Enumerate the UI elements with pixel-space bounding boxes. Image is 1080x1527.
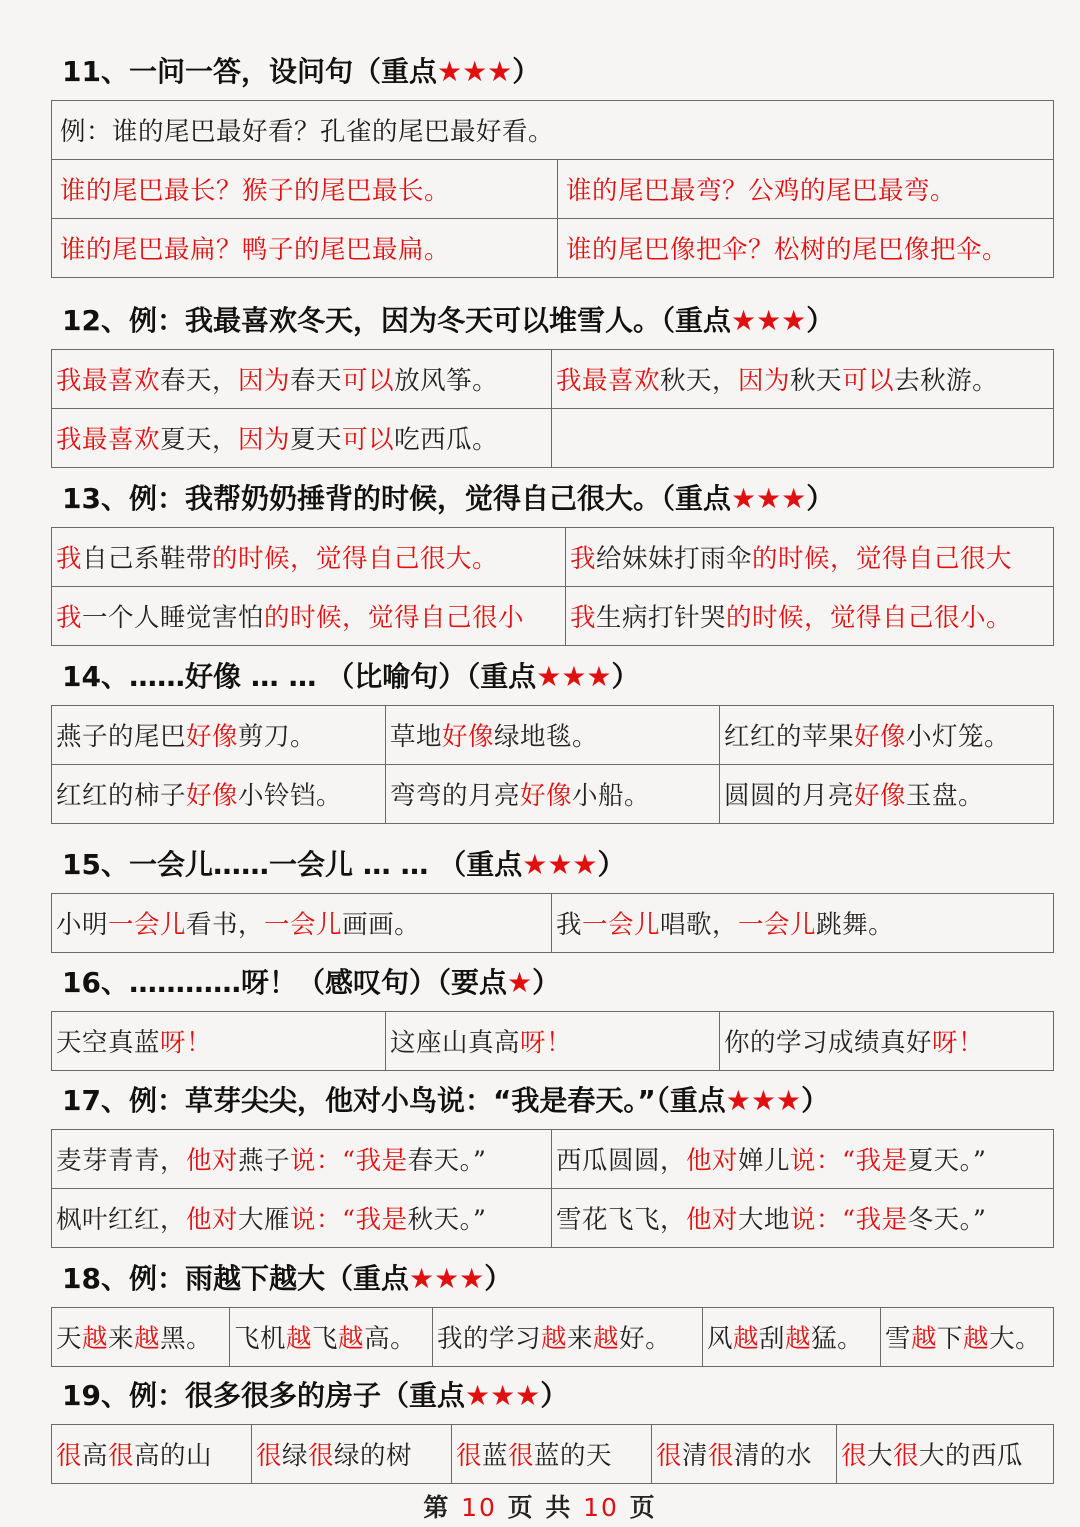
section-13-stars: ★★★ — [730, 482, 807, 515]
highlight-text: 越 — [785, 1324, 812, 1354]
page-footer — [0, 1488, 1080, 1524]
highlight-text: 一会儿 — [264, 910, 343, 940]
body-text: 小船。 — [572, 781, 651, 811]
highlight-text: 可以 — [342, 425, 395, 455]
body-text: 绿 — [282, 1441, 309, 1471]
body-text: 唱歌， — [660, 910, 739, 940]
table-cell: 谁的尾巴最扁？鸭子的尾巴最扁。 — [52, 219, 558, 278]
body-text: 弯弯的月亮 — [390, 781, 521, 811]
table-cell — [837, 1425, 1054, 1484]
section-11-stars: ★★★ — [436, 55, 513, 88]
body-text: 刮 — [759, 1324, 786, 1354]
body-text: 好。 — [619, 1324, 672, 1354]
body-text: 婵儿 — [738, 1146, 791, 1176]
section-11-heading — [62, 52, 540, 92]
example-cell — [52, 101, 1054, 160]
highlight-text: 我最喜欢 — [556, 366, 661, 396]
table-cell — [52, 1308, 230, 1367]
section-15-close: ） — [597, 848, 626, 881]
body-text: 小明 — [56, 910, 109, 940]
table-row — [52, 1425, 1054, 1484]
body-text: 雪 — [885, 1324, 912, 1354]
highlight-text: 说：“我是 — [290, 1205, 408, 1235]
section-18-heading — [62, 1259, 512, 1299]
body-text: 一个人睡觉害怕 — [82, 603, 265, 633]
table-cell — [652, 1425, 837, 1484]
section-17-stars: ★★★ — [725, 1084, 802, 1117]
table-row — [52, 219, 1054, 278]
highlight-text: 很 — [456, 1441, 483, 1471]
section-17-title: 17、例：草芽尖尖，他对小鸟说：“我是春天。”（重点 — [62, 1084, 726, 1117]
highlight-text: 越 — [338, 1324, 365, 1354]
highlight-text: 一会儿 — [108, 910, 187, 940]
highlight-text: 越 — [541, 1324, 568, 1354]
section-16-title: 16、…………呀！（感叹句）（要点 — [62, 966, 507, 999]
section-14-heading — [62, 657, 640, 697]
highlight-text: 的时候，觉得自己很小。 — [726, 603, 1013, 633]
body-text: 黑。 — [160, 1324, 213, 1354]
body-text: 夏天 — [290, 425, 343, 455]
section-18-title: 18、例：雨越下越大（重点 — [62, 1262, 409, 1295]
body-text: 我 — [556, 910, 583, 940]
table-cell — [252, 1425, 452, 1484]
section-15-title: 15、一会儿……一会儿 … … （重点 — [62, 848, 523, 881]
body-text: 天空真蓝 — [56, 1028, 161, 1058]
table-row — [52, 765, 1054, 824]
body-text: 红红的苹果 — [724, 722, 855, 752]
table-cell — [566, 587, 1054, 646]
highlight-text: 越 — [286, 1324, 313, 1354]
section-12-stars: ★★★ — [730, 304, 807, 337]
table-cell — [881, 1308, 1054, 1367]
highlight-text: 越 — [963, 1324, 990, 1354]
table-row — [52, 587, 1054, 646]
highlight-text: 好像 — [854, 722, 907, 752]
body-text: 你的学习成绩真好 — [724, 1028, 933, 1058]
table-cell: 谁的尾巴最长？猴子的尾巴最长。 — [52, 160, 558, 219]
body-text: 红红的柿子 — [56, 781, 187, 811]
example-text: 例：谁的尾巴最好看？孔雀的尾巴最好看。 — [60, 117, 555, 147]
body-text: 大雁 — [238, 1205, 291, 1235]
highlight-text: 很 — [56, 1441, 83, 1471]
body-text: 草地 — [390, 722, 443, 752]
highlight-text: 因为 — [238, 425, 291, 455]
table-row — [52, 528, 1054, 587]
table-cell — [52, 409, 552, 468]
section-12-close: ） — [806, 304, 835, 337]
section-18-stars: ★★★ — [408, 1262, 485, 1295]
table-cell — [703, 1308, 881, 1367]
table-row — [52, 1012, 1054, 1071]
body-text: 飞机 — [234, 1324, 287, 1354]
table-row — [52, 160, 1054, 219]
body-text: 西瓜圆圆， — [556, 1146, 687, 1176]
table-row — [52, 1130, 1054, 1189]
section-14-table — [51, 705, 1054, 824]
table-cell — [52, 528, 566, 587]
section-16-heading — [62, 963, 560, 1003]
body-text: 跳舞。 — [816, 910, 895, 940]
body-text: 高的山 — [134, 1441, 213, 1471]
highlight-text: 很 — [708, 1441, 735, 1471]
highlight-text: 的时候，觉得自己很大。 — [212, 544, 499, 574]
highlight-text: 我 — [570, 603, 597, 633]
highlight-text: 他对 — [186, 1146, 239, 1176]
highlight-text: 好像 — [854, 781, 907, 811]
body-text: 清 — [682, 1441, 709, 1471]
table-cell: 谁的尾巴像把伞？松树的尾巴像把伞。 — [558, 219, 1054, 278]
body-text: 蓝 — [482, 1441, 509, 1471]
table-cell — [52, 1130, 552, 1189]
body-text: 玉盘。 — [906, 781, 985, 811]
table-cell — [552, 894, 1054, 953]
section-11-close: ） — [512, 55, 541, 88]
section-18-close: ） — [484, 1262, 513, 1295]
body-text: 下 — [937, 1324, 964, 1354]
section-19-heading — [62, 1376, 568, 1416]
body-text: 麦芽青青， — [56, 1146, 187, 1176]
highlight-text: 他对 — [186, 1205, 239, 1235]
highlight-text: 可以 — [842, 366, 895, 396]
highlight-text: 越 — [134, 1324, 161, 1354]
highlight-text: 很 — [656, 1441, 683, 1471]
table-cell — [52, 1012, 386, 1071]
body-text: 雪花飞飞， — [556, 1205, 687, 1235]
highlight-text: 他对 — [686, 1146, 739, 1176]
highlight-text: 的时候，觉得自己很小 — [264, 603, 525, 633]
section-12-table — [51, 349, 1054, 468]
body-text: 绿地毯。 — [494, 722, 599, 752]
highlight-text: 因为 — [738, 366, 791, 396]
body-text: 枫叶红红， — [56, 1205, 187, 1235]
highlight-text: 我 — [56, 544, 83, 574]
table-cell — [720, 706, 1054, 765]
body-text: 圆圆的月亮 — [724, 781, 855, 811]
highlight-text: 我 — [570, 544, 597, 574]
highlight-text: 说：“我是 — [790, 1205, 908, 1235]
table-cell — [52, 1189, 552, 1248]
table-row — [52, 350, 1054, 409]
section-18-table — [51, 1307, 1054, 1367]
highlight-text: 他对 — [686, 1205, 739, 1235]
section-19-title: 19、例：很多很多的房子（重点 — [62, 1379, 465, 1412]
section-11-table — [51, 100, 1054, 278]
highlight-text: 一会儿 — [738, 910, 817, 940]
highlight-text: 呀！ — [160, 1028, 213, 1058]
table-cell — [386, 706, 720, 765]
footer-page-number: 10 — [461, 1493, 497, 1522]
section-14-title: 14、……好像 … … （比喻句）（重点 — [62, 660, 537, 693]
body-text: 夏天， — [160, 425, 239, 455]
body-text: 高。 — [364, 1324, 417, 1354]
highlight-text: 越 — [733, 1324, 760, 1354]
body-text: 冬天。” — [907, 1205, 987, 1235]
table-cell — [552, 1189, 1054, 1248]
table-cell — [720, 1012, 1054, 1071]
body-text: 春天 — [290, 366, 343, 396]
body-text: 绿的树 — [334, 1441, 413, 1471]
table-row — [52, 1308, 1054, 1367]
highlight-text: 好像 — [520, 781, 573, 811]
table-cell — [566, 528, 1054, 587]
section-11-title: 11、一问一答，设问句（重点 — [62, 55, 437, 88]
table-cell — [52, 1425, 252, 1484]
table-cell — [386, 1012, 720, 1071]
section-17-close: ） — [801, 1084, 830, 1117]
table-cell — [52, 765, 386, 824]
section-13-table — [51, 527, 1054, 646]
section-13-heading — [62, 479, 834, 519]
body-text: 吃西瓜。 — [394, 425, 499, 455]
table-cell — [452, 1425, 652, 1484]
section-13-close: ） — [806, 482, 835, 515]
body-text: 大。 — [989, 1324, 1042, 1354]
body-text: 小灯笼。 — [906, 722, 1011, 752]
body-text: 放风筝。 — [394, 366, 499, 396]
highlight-text: 越 — [593, 1324, 620, 1354]
highlight-text: 呀！ — [520, 1028, 573, 1058]
footer-middle: 页 共 — [507, 1493, 573, 1522]
table-cell — [552, 350, 1054, 409]
body-text: 蓝的天 — [534, 1441, 613, 1471]
section-19-close: ） — [540, 1379, 569, 1412]
table-row — [52, 101, 1054, 160]
highlight-text: 越 — [82, 1324, 109, 1354]
section-16-stars: ★ — [506, 966, 533, 999]
body-text: 燕子 — [238, 1146, 291, 1176]
footer-prefix: 第 — [423, 1493, 451, 1522]
section-14-close: ） — [611, 660, 640, 693]
body-text: 来 — [108, 1324, 135, 1354]
section-15-stars: ★★★ — [522, 848, 598, 881]
body-text: 夏天。” — [907, 1146, 987, 1176]
highlight-text: 很 — [308, 1441, 335, 1471]
footer-suffix: 页 — [629, 1493, 657, 1522]
body-text: 飞 — [312, 1324, 339, 1354]
highlight-text: 好像 — [186, 722, 239, 752]
body-text: 天 — [56, 1324, 83, 1354]
section-12-title: 12、例：我最喜欢冬天，因为冬天可以堆雪人。（重点 — [62, 304, 731, 337]
body-text: 大地 — [738, 1205, 791, 1235]
body-text: 大的西瓜 — [919, 1441, 1024, 1471]
body-text: 春天。” — [407, 1146, 487, 1176]
highlight-text: 好像 — [442, 722, 495, 752]
highlight-text: 很 — [508, 1441, 535, 1471]
section-19-stars: ★★★ — [464, 1379, 541, 1412]
highlight-text: 因为 — [238, 366, 291, 396]
body-text: 给妹妹打雨伞 — [596, 544, 753, 574]
table-cell — [433, 1308, 703, 1367]
highlight-text: 说：“我是 — [290, 1146, 408, 1176]
table-cell — [386, 765, 720, 824]
section-12-heading — [62, 301, 834, 341]
table-row — [52, 1189, 1054, 1248]
body-text: 春天， — [160, 366, 239, 396]
highlight-text: 可以 — [342, 366, 395, 396]
table-row — [52, 409, 1054, 468]
body-text: 看书， — [186, 910, 265, 940]
highlight-text: 很 — [893, 1441, 920, 1471]
table-cell — [720, 765, 1054, 824]
body-text: 来 — [567, 1324, 594, 1354]
table-cell — [52, 350, 552, 409]
highlight-text: 说：“我是 — [790, 1146, 908, 1176]
highlight-text: 好像 — [186, 781, 239, 811]
body-text: 剪刀。 — [238, 722, 317, 752]
highlight-text: 很 — [256, 1441, 283, 1471]
table-cell — [52, 706, 386, 765]
body-text: 小铃铛。 — [238, 781, 343, 811]
body-text: 高 — [82, 1441, 109, 1471]
highlight-text: 越 — [911, 1324, 938, 1354]
section-16-close: ） — [532, 966, 561, 999]
highlight-text: 很 — [108, 1441, 135, 1471]
highlight-text: 呀！ — [932, 1028, 985, 1058]
section-19-table — [51, 1424, 1054, 1484]
highlight-text: 一会儿 — [582, 910, 661, 940]
body-text: 秋天。” — [407, 1205, 487, 1235]
section-17-table — [51, 1129, 1054, 1248]
section-14-stars: ★★★ — [536, 660, 612, 693]
table-cell: 谁的尾巴最弯？公鸡的尾巴最弯。 — [558, 160, 1054, 219]
footer-total-pages: 10 — [583, 1493, 619, 1522]
body-text: 清的水 — [734, 1441, 813, 1471]
body-text: 我的学习 — [437, 1324, 542, 1354]
body-text: 秋天 — [790, 366, 843, 396]
body-text: 猛。 — [811, 1324, 864, 1354]
body-text: 这座山真高 — [390, 1028, 521, 1058]
highlight-text: 我 — [56, 603, 83, 633]
highlight-text: 的时候，觉得自己很大 — [752, 544, 1013, 574]
body-text: 自己系鞋带 — [82, 544, 213, 574]
section-17-heading — [62, 1081, 829, 1121]
body-text: 燕子的尾巴 — [56, 722, 187, 752]
table-cell — [230, 1308, 433, 1367]
section-13-title: 13、例：我帮奶奶捶背的时候，觉得自己很大。（重点 — [62, 482, 731, 515]
section-16-table — [51, 1011, 1054, 1071]
table-row — [52, 706, 1054, 765]
section-15-heading — [62, 845, 626, 885]
table-cell — [52, 587, 566, 646]
table-cell — [552, 1130, 1054, 1189]
table-cell — [52, 894, 552, 953]
body-text: 去秋游。 — [894, 366, 999, 396]
highlight-text: 我最喜欢 — [56, 425, 161, 455]
body-text: 生病打针哭 — [596, 603, 727, 633]
highlight-text: 很 — [841, 1441, 868, 1471]
table-cell — [552, 409, 1054, 468]
body-text: 大 — [867, 1441, 894, 1471]
body-text: 秋天， — [660, 366, 739, 396]
body-text: 风 — [707, 1324, 734, 1354]
table-row — [52, 894, 1054, 953]
body-text: 画画。 — [342, 910, 421, 940]
highlight-text: 我最喜欢 — [56, 366, 161, 396]
section-15-table — [51, 893, 1054, 953]
